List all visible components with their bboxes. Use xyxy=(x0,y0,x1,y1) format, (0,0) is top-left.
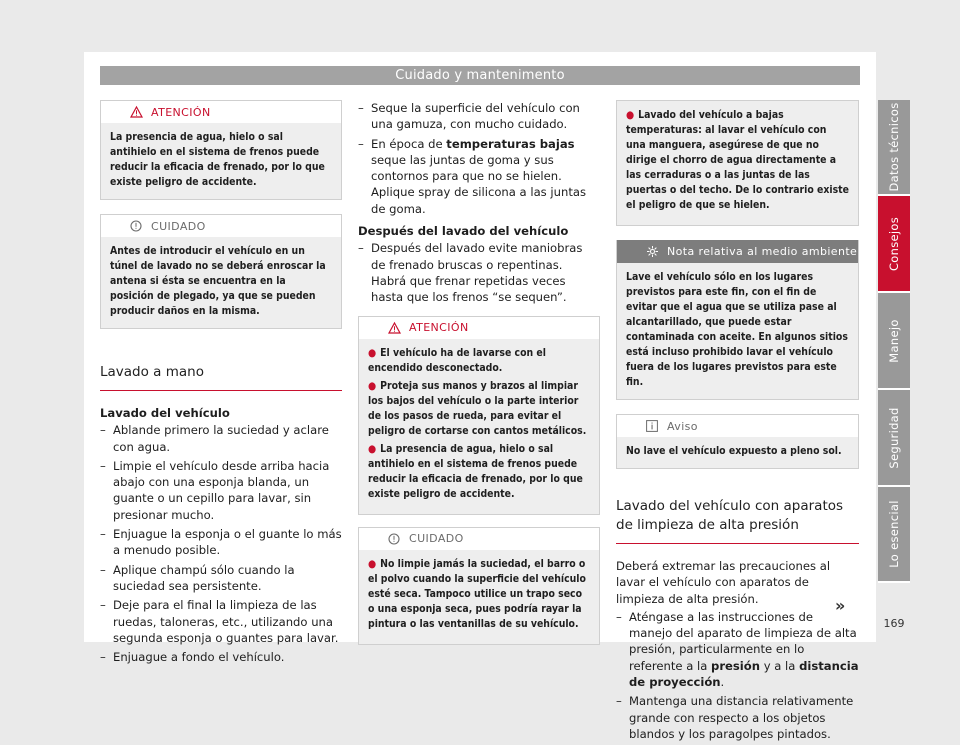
list-item: ● La presencia de agua, hielo o sal antihielo en el sistema de frenos puede reducir la eficacia de frenado, por lo que existe peligro de accidente. xyxy=(368,442,583,500)
tab-lo-esencial[interactable]: Lo esencial xyxy=(878,487,910,583)
warning-title: ATENCIÓN xyxy=(151,105,211,119)
section-title-hand-wash: Lavado a mano xyxy=(100,363,342,391)
intro-paragraph: Deberá extremar las precauciones al lavar el vehículo con aparatos de limpieza de alta presión. xyxy=(616,559,831,606)
warning-box xyxy=(358,316,600,515)
environment-note-title: Nota relativa al medio ambiente xyxy=(667,245,858,258)
continued-marker: » xyxy=(835,596,846,615)
warning-box xyxy=(100,100,342,200)
column-left xyxy=(100,100,342,668)
list-item: – Después del lavado evite maniobras de frenado bruscas o repentinas. Habrá que frenar repetidas veces hasta que los frenos “se sequen”. xyxy=(358,241,583,305)
list-item: ● Lavado del vehículo a bajas temperaturas: al lavar el vehículo con una manguera, asegúrese de que no dirige el chorro de agua directamente a las cerraduras o a las juntas de las puertas o del techo. De lo contrario existe el peligro de que se hielen. xyxy=(626,109,849,211)
caution-box xyxy=(358,527,600,645)
warning-triangle-icon xyxy=(385,322,403,334)
caution-circle-icon xyxy=(385,533,403,545)
column-right xyxy=(616,100,859,745)
list-item: – Deje para el final la limpieza de las ruedas, taloneras, etc., utilizando una segunda esponja o guantes para lavar. xyxy=(100,598,339,645)
tab-datos-tecnicos[interactable]: Datos técnicos xyxy=(878,100,910,196)
page-number: 169 xyxy=(883,617,905,630)
list-item: – Aplique champú sólo cuando la suciedad sea persistente. xyxy=(100,562,295,593)
list-item: – Ablande primero la suciedad y aclare con agua. xyxy=(100,423,329,454)
list-item: – Mantenga una distancia relativamente grande con respecto a los objetos blandos y los paragolpes pintados. xyxy=(616,694,854,741)
list-item: – Limpie el vehículo desde arriba hacia abajo con una esponja blanda, un guante o un cepillo para lavar, sin presionar mucho. xyxy=(100,458,330,522)
chapter-tabs xyxy=(878,100,910,583)
list-item: ● El vehículo ha de lavarse con el encendido desconectado. xyxy=(368,346,546,374)
list-item: – En época de temperaturas bajas seque las juntas de goma y sus contornos para que no se hielen. Aplique spray de silicona a las juntas de goma. xyxy=(358,136,587,216)
list-item: – Enjuague la esponja o el guante lo más a menudo posible. xyxy=(100,527,342,558)
caution-circle-icon xyxy=(127,220,145,232)
section-title-high-pressure: Lavado del vehículo con aparatos de limpieza de alta presión xyxy=(616,497,859,544)
warning-title: ATENCIÓN xyxy=(409,321,469,335)
hand-wash-body xyxy=(100,405,342,665)
tab-consejos[interactable]: Consejos xyxy=(878,196,910,293)
subheading: Después del lavado del vehículo xyxy=(358,224,569,239)
warning-triangle-icon xyxy=(127,106,145,118)
list-item: – Enjuague a fondo el vehículo. xyxy=(100,650,285,665)
list-item: ● No limpie jamás la suciedad, el barro o el polvo cuando la superficie del vehículo esté seca. Tampoco utilice un trapo seco o una esponja seca, pues podría rayar la pintura o las ventanillas de su vehículo. xyxy=(368,557,586,630)
environment-note-box xyxy=(616,240,859,400)
column-middle xyxy=(358,100,600,657)
list-item: – Aténgase a las instrucciones de manejo del aparato de limpieza de alta presión, particularmente en lo referente a la presión y a la distancia de proyección. xyxy=(616,609,859,690)
environment-note-text: Lave el vehículo sólo en los lugares previstos para este fin, con el fin de evitar que el agua que se utiliza pase al alcantarillado, que puede estar contaminada con aceite. En algunos sitios está incluso prohibido lavar el vehículo fuera de los lugares previstos para este fin. xyxy=(617,263,858,399)
list-item: ● Proteja sus manos y brazos al limpiar los bajos del vehículo o la parte interior de los pasos de rueda, para evitar el peligro de cortarse con cantos metálicos. xyxy=(368,379,587,437)
caution-title: CUIDADO xyxy=(151,219,206,233)
tab-manejo[interactable]: Manejo xyxy=(878,293,910,390)
caution-continued-box xyxy=(616,100,859,226)
page-header: Cuidado y mantenimento xyxy=(100,66,860,85)
caution-box xyxy=(100,214,342,329)
notice-text: No lave el vehículo expuesto a pleno sol. xyxy=(617,437,858,468)
caution-text: Antes de introducir el vehículo en un túnel de lavado no se deberá enroscar la antena si ésta se encuentra en la posición de plegado, ya que se pueden producir daños en la misma. xyxy=(101,237,341,328)
info-icon xyxy=(643,420,661,432)
caution-title: CUIDADO xyxy=(409,532,464,546)
tab-seguridad[interactable]: Seguridad xyxy=(878,390,910,487)
warning-text: La presencia de agua, hielo o sal antihielo en el sistema de frenos puede reducir la eficacia de frenado, por lo que existe peligro de accidente. xyxy=(101,123,341,199)
notice-title: Aviso xyxy=(667,419,698,433)
subheading: Lavado del vehículo xyxy=(100,406,230,420)
high-pressure-body xyxy=(616,558,859,742)
list-item: – Seque la superficie del vehículo con una gamuza, con mucho cuidado. xyxy=(358,101,580,132)
leaf-icon xyxy=(643,245,661,258)
notice-box xyxy=(616,414,859,469)
